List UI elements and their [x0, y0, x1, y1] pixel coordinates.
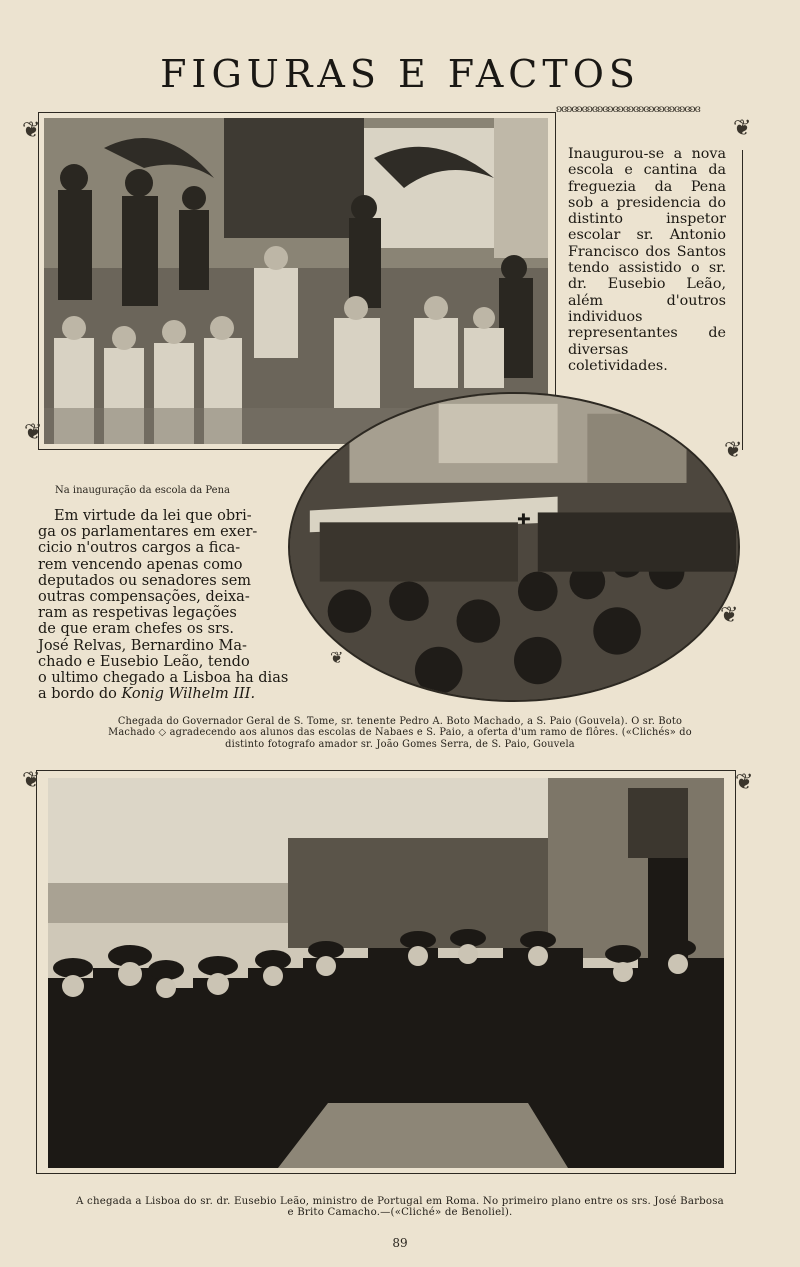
parliament-line: de que eram chefes os srs.	[38, 621, 235, 638]
school-article-text: Inaugurou-se a nova escola e cantina da freguezia da Pena sob a presidencia do distinto inspetor escolar sr. Antonio Francisco dos Santos tendo assistido o sr. dr. Eusebio Leão, além d'outros individuos representantes de diversas coletividades.	[568, 146, 726, 374]
parliament-line: José Relvas, Bernardino Ma-	[38, 637, 247, 654]
oval-ornament-right-bottom: ❦	[720, 603, 739, 628]
parliament-line: rem vencendo apenas como	[38, 556, 243, 573]
governor-caption-line: distinto fotografo amador sr. João Gomes Serra, de S. Paio, Gouvela	[225, 738, 575, 750]
school-text-border	[742, 150, 743, 450]
parliament-line: chado e Eusebio Leão, tendo	[38, 653, 250, 670]
school-frame-ornament-left-bottom: ❦	[24, 420, 43, 445]
minister-frame-ornament-left: ❦	[22, 768, 41, 793]
governor-caption	[52, 716, 748, 750]
parliament-line: cicio n'outros cargos a fica-	[38, 540, 241, 557]
parliament-line: outras compensações, deixa-	[38, 589, 250, 606]
parliament-line: Em virtude da lei que obri-	[54, 508, 252, 524]
minister-photo	[48, 778, 724, 1168]
parliament-line: ram as respetivas legações	[38, 605, 237, 622]
parliament-line: ga os parlamentares em exer-	[38, 524, 258, 541]
oval-ornament-right-top: ❦	[724, 438, 743, 463]
governor-caption-line: Machado ◇ agradecendo aos alunos das escolas de Nabaes e S. Paio, a oferta d'um ramo de flôres. («Clichés» do	[108, 727, 692, 739]
school-photo-caption: Na inauguração da escola da Pena	[55, 485, 230, 496]
minister-caption	[36, 1196, 764, 1219]
chain-ornament-right-curl: ❦	[733, 116, 752, 141]
minister-caption-line: A chegada a Lisboa do sr. dr. Eusebio Leão, ministro de Portugal em Roma. No primeiro plano entre os srs. José Barbosa	[76, 1196, 724, 1207]
chain-ornament-top: ʚɞʚɞʚɞʚɞʚɞʚɞʚɞʚɞʚɞʚɞʚɞʚɞʚɞʚɞ	[556, 104, 700, 115]
school-frame-ornament-left: ❦	[22, 118, 41, 143]
parliament-line: deputados ou senadores sem	[38, 572, 252, 589]
parliament-article-text	[38, 508, 310, 702]
ship-name: Konig Wilhelm III.	[121, 686, 256, 703]
parliament-line: o ultimo chegado a Lisboa ha dias	[38, 670, 289, 687]
page-title: FIGURAS E FACTOS	[160, 52, 640, 96]
parliament-last-prefix: a bordo do	[38, 686, 117, 703]
page-number: 89	[392, 1236, 408, 1250]
governor-caption-line: Chegada do Governador Geral de S. Tome, sr. tenente Pedro A. Boto Machado, a S. Paio (Gouvela). O sr. Boto	[117, 716, 683, 727]
minister-frame-ornament-right: ❦	[735, 770, 754, 795]
oval-ornament-left-bottom: ❦	[330, 648, 344, 667]
minister-caption-line: e Brito Camacho.—(«Cliché» de Benoliel).	[287, 1207, 513, 1219]
parliament-line-last	[38, 686, 310, 702]
governor-photo	[288, 392, 743, 702]
